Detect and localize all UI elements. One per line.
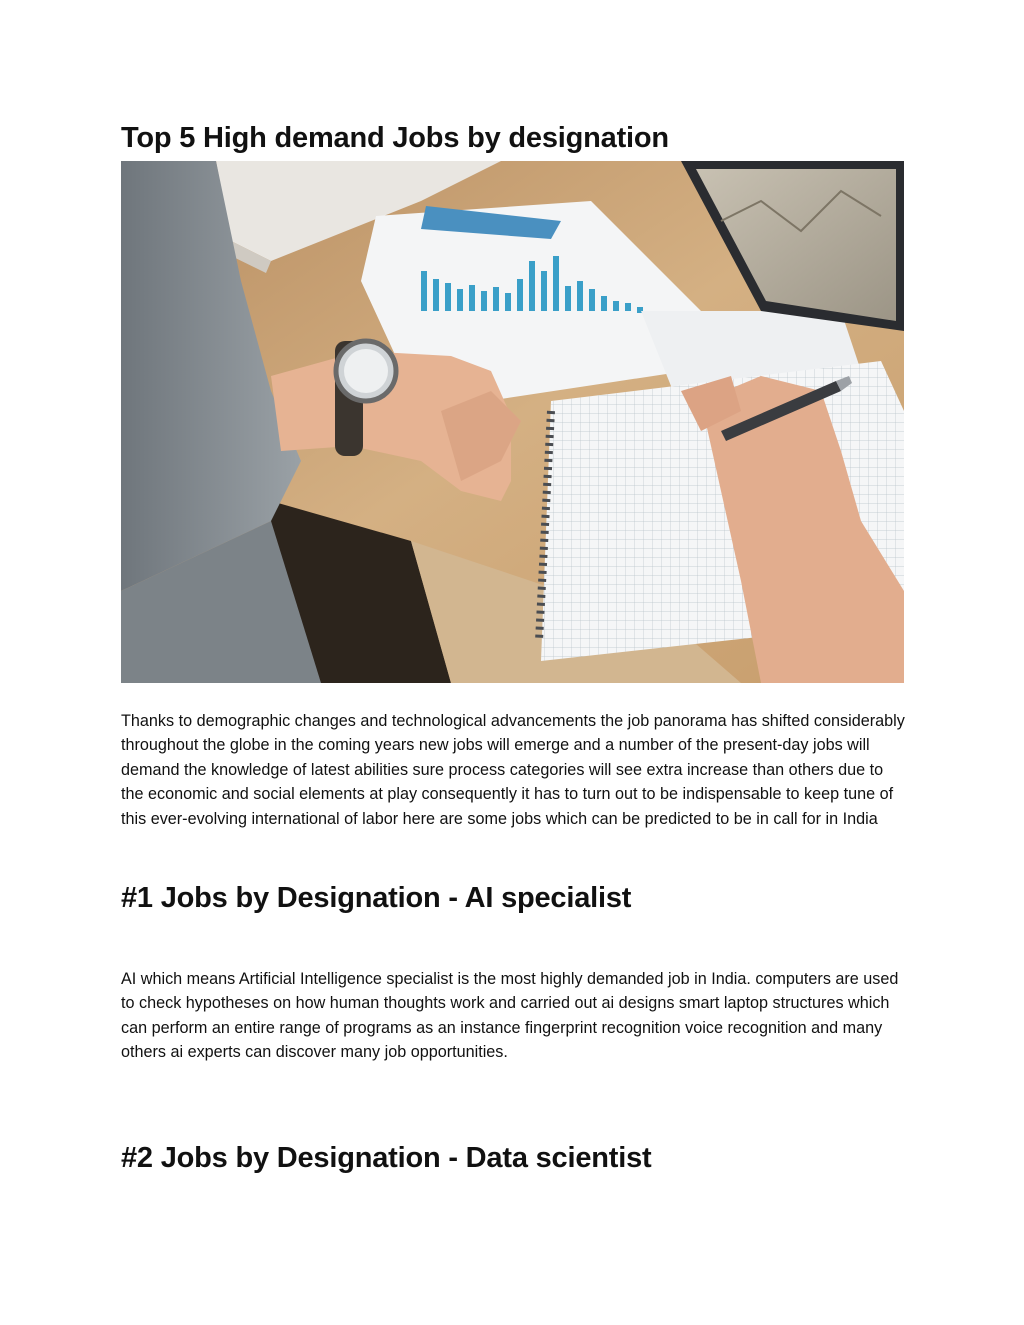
section-heading-data-scientist: #2 Jobs by Designation - Data scientist bbox=[121, 1142, 652, 1174]
section-heading-ai-specialist: #1 Jobs by Designation - AI specialist bbox=[121, 882, 632, 914]
page-title: Top 5 High demand Jobs by designation bbox=[121, 122, 669, 154]
section-body-ai-specialist: AI which means Artificial Intelligence specialist is the most highly demanded job in India. computers are used to check hypotheses on how human thoughts work and carried out ai designs smart laptop structures which can perform an entire range of programs as an instance fingerprint recognition voice recognition and many others ai experts can discover many job opportunities. bbox=[121, 970, 899, 1062]
hero-image bbox=[121, 161, 904, 683]
intro-paragraph: Thanks to demographic changes and technological advancements the job panorama has shifted considerably throughout the globe in the coming years new jobs will emerge and a number of the present-day jobs will demand the knowledge of latest abilities sure process categories will see extra increase than others due to the economic and social elements at play consequently it has to turn out to be indispensable to keep tune of this ever-evolving international of labor here are some jobs which can be predicted to be in call for in India bbox=[121, 712, 905, 828]
